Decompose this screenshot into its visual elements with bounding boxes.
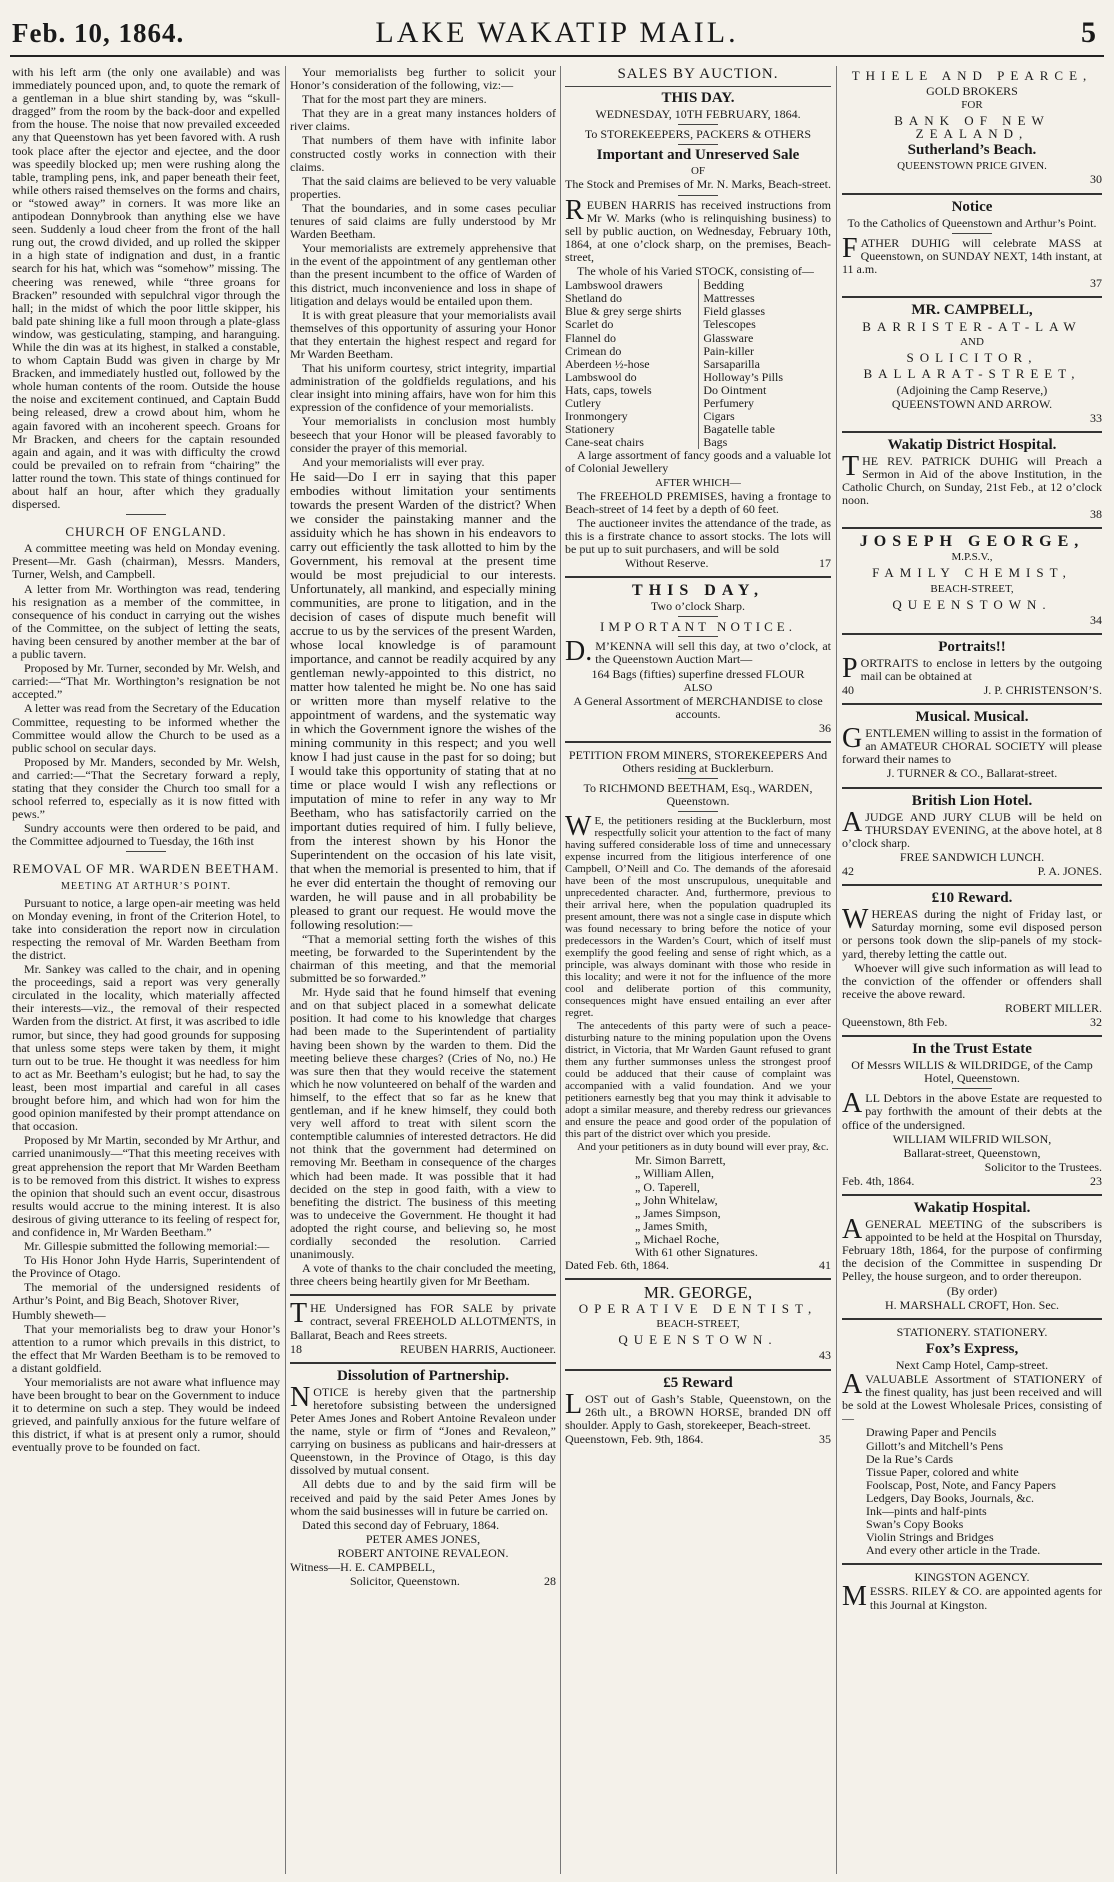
ad-heading: THIS DAY, — [632, 582, 764, 600]
ad-heading: Musical. Musical. — [915, 709, 1029, 726]
petition-text: And your petitioners as in duty bound will ever pray, &c. — [577, 1141, 829, 1154]
article-paragraph: Mr. Sankey was called to the chair, and in opening the proceedings, said a report was very generally circulated in the locality, which materially affected their interests—viz., the removal of their respected Warden from the district. At first, it was ascribed to idle rumor, but since, they had good grounds for supposing that unless some steps were taken by them, it might turn out to be true. He thought it was needless for him to act as Mr. Beetham’s eulogist; but he had, to say the least, been most impartial and careful in all cases brought before him, and which had won for him the good opinion manifested by their prompt attendance on that occasion. — [12, 962, 280, 1134]
ad-text: WHEREAS during the night of Friday last, or Saturday morning, some evil disposed person or persons took down the slip-panels of my stock-yard, thereby letting the cattle out. — [842, 904, 1102, 961]
ad-divider — [842, 296, 1102, 298]
ad-text: BALLARAT-STREET, — [863, 366, 1081, 382]
ad-heading: PETITION FROM MINERS, STOREKEEPERS And Others residing at Bucklerburn. — [568, 747, 828, 776]
ad-footer — [565, 557, 831, 570]
ad-divider — [842, 431, 1102, 433]
ad-text: QUEENSTOWN. — [892, 596, 1052, 612]
ad-heading: Dissolution of Partnership. — [336, 1367, 510, 1384]
ad-divider — [842, 193, 1102, 195]
stock-item: Crimean do — [565, 343, 622, 358]
ad-divider — [842, 884, 1102, 886]
stock-item: Bags — [703, 435, 728, 450]
divider — [678, 811, 718, 812]
divider — [678, 778, 718, 779]
petition-text: WE, the petitioners residing at the Bucklerburn, most respectfully solicit your attention to the fact of many having suffered considerable loss of time and unnecessary expense incurred from the litigious interference of one Campbell, O’Neill and Co. The demands of the aforesaid have been of the most unscrupulous, unequitable and unprecedented character. And, furthermore, previous to their arrival here, when the population quadrupled its present amount, there was not a single case in dispute which was found necessary to bring before the notice of your predecessors in the Warden’s Court, which of itself must exemplify the good feeling and sense of right which, as a principle, was always dominant with those who reside in this locality; and were it not for the influence of the more cool and deliberate portion of this community, consequences might have ensued entailing an ever after regret. — [565, 811, 831, 1020]
ad-text: BARRISTER-AT-LAW — [862, 319, 1082, 335]
ad-text: The whole of his Varied STOCK, consisting of— — [577, 264, 814, 279]
stock-item: Glassware — [703, 330, 754, 345]
article-subheading: MEETING AT ARTHUR’S POINT. — [60, 880, 232, 892]
ad-date: Queenstown, 8th Feb. — [842, 1014, 948, 1029]
ad-text: FOR — [961, 99, 983, 112]
divider — [678, 124, 718, 125]
stock-item: Holloway’s Pills — [703, 369, 784, 384]
signer-list — [565, 1154, 831, 1259]
ad-text: BANK OF NEW ZEALAND, — [894, 113, 1050, 142]
ad-heading: Notice — [951, 198, 993, 215]
ad-text: QUEENSTOWN AND ARROW. — [891, 396, 1053, 411]
ad-text: All debts due to and by the said firm will be received and paid by the said Peter Ames Jones by whom the said businesses will in future be carried on. — [290, 1477, 556, 1518]
ad-divider — [842, 1318, 1102, 1320]
ad-number: 42 — [842, 864, 854, 879]
ad-heading: Portraits!! — [938, 638, 1006, 655]
stock-item: Cane-seat chairs — [565, 435, 644, 450]
article-paragraph: with his left arm (the only one available) and was immediately pounced upon, and, to quote the remark of a gentleman in a blue shirt standing by, was “skull-dragged” from the room by the back-door and expelled from the house. The noise that now prevailed exceeded any that Queenstown has yet been favored with. A rush took place after the ejector and ejectee, and the door was speedily blocked up; men were rushing along the table, trampling pens, ink, and paper beneath their feet, while others raised themselves on the forms and chairs, or “stowed away” in corners. It was more like an antipodean Donnybrook than anything else we have seen. Suddenly a loud cheer from the front of the hall rung out, the crowd divided, and up rolled the skipper in a high state of indignation and dust, in a frantic search for his hat, which was “somehow” missing. The cheering was renewed, while “three groans for Bracken” resounded with sepulchral vigor through the hall; in the midst of which the poor little skipper, his bald pate shining like a full moon through a plate-glass window, was gesticulating, stamping, and haranguing. While the din was at its highest, in stalked a constable, to whom Captain Budd was given in charge by Mr Bracken, and immediately hustled out, followed by the whole human contents of the room. Outside the house the noise and excitement continued, and Captain Budd being released, drew a crowd about him, whom he again favored with an incoherent speech. Groans for Mr Bracken, and cheers for the captain resounded again and again, and it was with difficulty the crowd could be prevailed on to refrain from “chairing” the latter round the town. This state of things continued for about half an hour, after which they gradually dispersed. — [12, 66, 280, 512]
ad-text: OPERATIVE DENTIST, — [578, 1301, 818, 1317]
signer: „ Michael Roche, — [635, 1231, 720, 1246]
divider — [952, 233, 992, 234]
signer: „ O. Taperell, — [635, 1179, 700, 1194]
ad-heading: MR. CAMPBELL, — [911, 302, 1033, 319]
article-paragraph: The memorial of the undersigned residents of Arthur’s Point, and Big Beach, Shotover River, — [12, 1280, 280, 1308]
ad-signature: WILLIAM WILFRID WILSON, — [892, 1131, 1052, 1146]
ad-signature: ROBERT MILLER. — [1004, 1000, 1102, 1015]
ad-text: REUBEN HARRIS has received instructions from Mr W. Marks (who is relinquishing business) to sell by public auction, on Wednesday, February 10th, 1864, at one o’clock sharp, on the premises, Beach-street, — [565, 194, 831, 264]
ad-heading: STATIONERY. STATIONERY. — [896, 1324, 1048, 1339]
stock-item: Field glasses — [703, 304, 765, 319]
ad-number: 30 — [1090, 172, 1102, 187]
divider — [678, 636, 718, 637]
petition-text: The antecedents of this party were of such a peace-disturbing nature to the mining population upon the Ovens district, in Victoria, that Mr Warden Gaunt refused to grant them any further summonses unless the strongest proof could be adduced that their cause of complaint was accompanied with a valid foundation. And we your petitioners earnestly beg that you may think it advisable to adopt a similar measure, and thereby redress our grievances and ensure the peace and good order of the population of this part of the district over which you preside. — [565, 1020, 831, 1141]
ad-text: Next Camp Hotel, Camp-street. — [895, 1357, 1049, 1372]
newspaper-title: LAKE WAKATIP MAIL. — [375, 16, 739, 49]
ad-divider — [565, 1278, 831, 1280]
ad-divider — [290, 1294, 556, 1296]
ad-footer — [290, 1343, 556, 1356]
column-3 — [565, 66, 831, 1874]
ad-text: The auctioneer invites the attendance of the trade, as this is a firstrate chance to assort stocks. The lots will be put up to suit purchasers, and will be sold — [565, 515, 831, 556]
article-paragraph: Sundry accounts were then ordered to be paid, and the Committee adjourned to Tuesday, the 16th inst — [12, 821, 280, 849]
masthead-rule — [10, 55, 1104, 57]
ad-signature: P. A. JONES. — [1037, 864, 1102, 879]
ad-divider — [565, 741, 831, 743]
stationery-item: Swan’s Copy Books — [866, 1517, 964, 1532]
ad-text: ALL Debtors in the above Estate are requested to pay forthwith the amount of their debts at the office of the undersigned. — [842, 1088, 1102, 1132]
ad-text: Whoever will give such information as will lead to the conviction of the offender or offenders shall receive the above reward. — [842, 960, 1102, 1001]
memorial-paragraph: That they are in a great many instances holders of river claims. — [290, 106, 556, 134]
ad-text: OF — [690, 165, 706, 178]
ad-heading: KINGSTON AGENCY. — [914, 1570, 1030, 1585]
ad-number: 38 — [1090, 507, 1102, 522]
ad-signature: J. TURNER & CO., Ballarat-street. — [886, 766, 1058, 781]
ad-signature: Solicitor to the Trustees. — [984, 1159, 1102, 1174]
signer: „ James Smith, — [635, 1218, 708, 1233]
ad-text: GOLD BROKERS — [926, 84, 1018, 99]
stock-list — [565, 279, 831, 449]
ad-signature: H. MARSHALL CROFT, Hon. Sec. — [884, 1297, 1059, 1312]
memorial-paragraph: Your memorialists are extremely apprehensive that in the event of the appointment of any gentleman other than the present incumbent to the office of Warden of this district, much inconvenience and loss in shape of litigation and delays would be entailed upon them. — [290, 241, 556, 308]
issue-date: Feb. 10, 1864. — [12, 18, 185, 48]
memorial-paragraph: Your memorialists beg further to solicit your Honor’s consideration of the following, viz:— — [290, 66, 556, 93]
ad-text: D.M’KENNA will sell this day, at two o’clock, at the Queenstown Auction Mart— — [565, 636, 831, 668]
ad-number: 35 — [819, 1431, 831, 1446]
memorial-paragraph: That numbers of them have with infinite labor constructed costly works in connection with their claims. — [290, 133, 556, 174]
stock-item: Bedding — [703, 278, 744, 293]
ad-date: Dated Feb. 6th, 1864. — [565, 1258, 669, 1273]
stock-list-left — [565, 279, 693, 449]
ad-divider — [842, 527, 1102, 529]
ad-text: Dated this second day of February, 1864. — [302, 1517, 500, 1532]
stock-item: Scarlet do — [565, 317, 614, 332]
divider — [126, 514, 166, 515]
article-paragraph: A vote of thanks to the chair concluded the meeting, three cheers being heartily given for Mr Beetham. — [290, 1261, 556, 1289]
ad-text: QUEENSTOWN. — [618, 1332, 778, 1348]
memorial-paragraph: It is with great pleasure that your memorialists avail themselves of this opportunity of assuring your Honor that they entertain the highest respect and regard for Mr Warden Beetham. — [290, 307, 556, 361]
divider — [678, 616, 718, 617]
column-2 — [290, 66, 556, 1874]
article-paragraph: “That a memorial setting forth the wishes of this meeting, be forwarded to the Superintendent by the chairman of this meeting, and that the memorial submitted be so forwarded.” — [290, 931, 556, 986]
ad-divider — [290, 1362, 556, 1364]
ad-heading: British Lion Hotel. — [911, 792, 1033, 809]
ad-footer — [842, 1175, 1102, 1188]
column-1 — [12, 66, 280, 1874]
ad-number: 34 — [1090, 612, 1102, 627]
ad-divider — [842, 633, 1102, 635]
stock-item: Cutlery — [565, 395, 601, 410]
ad-heading: Wakatip District Hospital. — [887, 436, 1057, 453]
ad-text: A General Assortment of MERCHANDISE to close accounts. — [573, 693, 823, 721]
ad-text: FAMILY CHEMIST, — [872, 565, 1072, 581]
ad-text: AVALUABLE Assortment of STATIONERY of the finest quality, has just been received and will be sold at the Lowest Wholesale Prices, consisting of— — [842, 1369, 1102, 1426]
ad-heading: JOSEPH GEORGE, — [859, 533, 1085, 551]
ad-number: 23 — [1090, 1173, 1102, 1188]
ad-heading: In the Trust Estate — [912, 1041, 1032, 1058]
article-paragraph: Proposed by Mr Martin, seconded by Mr Arthur, and carried unanimously—“That this meeting receives with great apprehension the report that Mr Warden Beetham is to be removed from this district. It wishes to express the opinion that should such an event occur, disastrous results would accrue to the mining interest. It is also desirous of giving utterance to its feeling of respect for, and confidence in, Mr Warden Beetham.” — [12, 1133, 280, 1239]
stationery-item: Ink—pints and half-pints — [866, 1503, 987, 1518]
memorial-paragraph: And your memorialists will ever pray. — [302, 454, 485, 469]
stock-item: Ironmongery — [565, 409, 628, 424]
divider — [678, 195, 718, 196]
ad-heading: £5 Reward — [663, 1374, 733, 1391]
section-heading: SALES BY AUCTION. — [617, 66, 779, 82]
ad-number: 33 — [1090, 410, 1102, 425]
article-paragraph: A letter from Mr. Worthington was read, tendering his resignation as a member of the committee, in consequence of his conduct in carrying out the wishes of the Committee, on the subject of letting the seats, having been censured by another member at the bar of a public tavern. — [12, 581, 280, 662]
ad-number: 41 — [819, 1258, 831, 1273]
ad-number: 17 — [819, 556, 831, 570]
ad-text: PORTRAITS to enclose in letters by the outgoing mail can be obtained at — [842, 652, 1102, 684]
article-paragraph: To His Honor John Hyde Harris, Superintendent of the Province of Otago. — [12, 1253, 280, 1281]
stock-item: Aberdeen ½-hose — [565, 356, 650, 371]
divider — [952, 1088, 992, 1089]
stock-item: Telescopes — [703, 317, 756, 332]
signer: „ James Simpson, — [635, 1205, 721, 1220]
column-divider — [836, 66, 837, 1874]
stock-item: Lambswool do — [565, 369, 637, 384]
article-paragraph: Proposed by Mr. Manders, seconded by Mr. Welsh, and carried:—“That the Secretary forward a reply, stating that they consider the Church too small for a school referred to, especially as it is now fitted with pews.” — [12, 754, 280, 822]
ad-divider — [565, 1369, 831, 1371]
ad-number: 36 — [819, 720, 831, 735]
ad-text: QUEENSTOWN PRICE GIVEN. — [897, 160, 1047, 173]
ad-heading: Important and Unreserved Sale — [596, 147, 800, 164]
article-paragraph: Proposed by Mr. Turner, seconded by Mr. Welsh, and carried:—“That Mr. Worthington’s resignation be not accepted.” — [12, 661, 280, 702]
ad-footer — [842, 684, 1102, 697]
ad-text: (By order) — [946, 1283, 998, 1298]
stock-item: Mattresses — [703, 291, 755, 306]
memorial-paragraph: That the said claims are believed to be very valuable properties. — [290, 173, 556, 201]
ad-text: The FREEHOLD PREMISES, having a frontage to Beach-street of 14 feet by a depth of 60 feet. — [565, 488, 831, 516]
stationery-item: Gillott’s and Mitchell’s Pens — [866, 1438, 1003, 1453]
ad-signature: REUBEN HARRIS, Auctioneer. — [400, 1341, 556, 1356]
masthead — [0, 0, 1114, 56]
page-number: 5 — [1081, 16, 1096, 49]
stock-item: Blue & grey serge shirts — [565, 304, 682, 319]
divider — [126, 851, 166, 852]
ad-date: Feb. 4th, 1864. — [842, 1173, 915, 1188]
ad-witness: Witness—H. E. CAMPBELL, — [290, 1560, 436, 1575]
ad-footer — [290, 1575, 556, 1588]
ad-number: 40 — [842, 683, 854, 697]
article-paragraph: Mr. Hyde said that he found himself that evening and on that subject placed in a somewhat delicate position. It had come to his knowledge that charges had been made to the Superintendent of partiality having been shown by the warden to them. Did the meeting believe these charges? (Cries of No, no.) He was sure then that they would receive the statement which he now volunteered on behalf of the warden and himself, to the effect that so far as he knew that gentleman, and if he knew himself, they could both very well afford to treat with silent scorn the contemptible calumnies of interested detractors. He did not think that the government had determined on removing Mr. Beetham in consequence of the charges which had been made. It was possible that it had decided on the step in good faith, with a view to benefiting the district. The business of this meeting was to undeceive the Government. He thought it had adopted the right course, and believing so, he most cordially seconded the resolution. Carried unanimously. — [290, 985, 556, 1262]
stationery-item: Violin Strings and Bridges — [866, 1530, 994, 1545]
ad-heading: Wakatip Hospital. — [913, 1200, 1031, 1216]
ad-text: AGENERAL MEETING of the subscribers is appointed to be held at the Hospital on Thursday, February 18th, 1864, for the purpose of confirming the decision of the Committee in suspending Dr Pelley, the house surgeon, and to order thereupon. — [842, 1214, 1102, 1284]
ad-text: To the Catholics of Queenstown and Arthur’s Point. — [847, 215, 1097, 230]
ad-text: FREE SANDWICH LUNCH. — [899, 849, 1045, 864]
ad-heading: Sutherland’s Beach. — [907, 142, 1037, 159]
stock-item: Shetland do — [565, 291, 622, 306]
ad-text: Without Reserve. — [625, 556, 709, 570]
ad-number: 18 — [290, 1341, 302, 1356]
memorial-paragraph: That the boundaries, and in some cases peculiar tenures of said claims are fully understood by Mr Warden Beetham. — [290, 200, 556, 242]
article-paragraph: Mr. Gillespie submitted the following memorial:— — [24, 1239, 270, 1254]
ad-text: (Adjoining the Camp Reserve,) — [896, 382, 1048, 397]
stock-item: Pain-killer — [703, 343, 754, 358]
stationery-item: Drawing Paper and Pencils — [866, 1425, 997, 1440]
ad-text: BEACH-STREET, — [930, 582, 1014, 595]
ad-number: 43 — [819, 1348, 831, 1363]
ad-footer — [565, 1259, 831, 1272]
signer-others: With 61 other Signatures. — [635, 1244, 758, 1259]
stock-item: Lambswool drawers — [565, 278, 663, 293]
stationery-item: De la Rue’s Cards — [866, 1451, 953, 1466]
ad-date: WEDNESDAY, 10TH FEBRUARY, 1864. — [595, 107, 801, 122]
memorial-paragraph: That for the most part they are miners. — [302, 92, 487, 107]
ad-text: MESSRS. RILEY & CO. are appointed agents for this Journal at Kingston. — [842, 1581, 1102, 1613]
column-divider — [560, 66, 561, 1874]
ad-witness-title: Solicitor, Queenstown. — [350, 1574, 460, 1589]
ad-text: ALSO — [683, 681, 713, 694]
ad-text: BEACH-STREET, — [656, 1318, 740, 1331]
ad-text: FATHER DUHIG will celebrate MASS at Queenstown, on SUNDAY NEXT, 14th instant, at 11 a.m. — [842, 232, 1102, 276]
ad-heading: £10 Reward. — [931, 890, 1013, 907]
ad-text: A large assortment of fancy goods and a valuable lot of Colonial Jewellery — [565, 448, 831, 476]
stationery-item: Ledgers, Day Books, Journals, &c. — [866, 1490, 1034, 1505]
ad-audience: To STOREKEEPERS, PACKERS & OTHERS — [584, 127, 812, 142]
ad-heading: IMPORTANT NOTICE. — [600, 619, 796, 635]
signer: „ William Allen, — [635, 1166, 714, 1181]
ad-heading: Fox’s Express, — [925, 1340, 1019, 1357]
memorial-paragraph: That his uniform courtesy, strict integrity, impartial administration of the goldfields regulations, and his clear insight into mining affairs, have won for him this expression of the confidence of your memorialists. — [290, 361, 556, 415]
stock-item: Hats, caps, towels — [565, 382, 652, 397]
ad-text: Two o’clock Sharp. — [650, 599, 746, 614]
stock-item: Bagatelle table — [703, 422, 775, 437]
ad-heading: THIS DAY. — [661, 90, 735, 107]
signer: Mr. Simon Barrett, — [635, 1153, 726, 1168]
ad-divider — [565, 576, 831, 578]
ad-date: Queenstown, Feb. 9th, 1864. — [565, 1431, 704, 1446]
stock-list-right — [698, 279, 831, 449]
ad-signature: ROBERT ANTOINE REVALEON. — [337, 1545, 509, 1560]
stock-item: Do Ointment — [703, 382, 767, 397]
ad-footer — [565, 1433, 831, 1446]
ad-signature: Ballarat-street, Queenstown, — [903, 1145, 1041, 1160]
stock-item: Sarsaparilla — [703, 356, 760, 371]
ad-number: 28 — [544, 1574, 556, 1589]
ad-text: LOST out of Gash’s Stable, Queenstown, on the 26th ult., a BROWN HORSE, branded DN off shoulder. Apply to Gash, storekeeper, Beach-street. — [565, 1388, 831, 1432]
stock-item: Cigars — [703, 409, 735, 424]
article-paragraph: A committee meeting was held on Monday evening. Present—Mr. Gash (chairman), Messrs. Manders, Turner, Welsh, and Campbell. — [12, 541, 280, 582]
article-paragraph: Pursuant to notice, a large open-air meeting was held on Monday evening, in front of the Criterion Hotel, to take into consideration the report now in circulation respecting the removal of Mr. Warden Beetham from the district. — [12, 895, 280, 962]
stationery-item: Tissue Paper, colored and white — [866, 1464, 1019, 1479]
column-divider — [285, 66, 286, 1874]
article-paragraph: Your memorialists are not aware what influence may have been brought to bear on the Government to induce it to determine on such a step. They would be indeed grieved, and painfully anxious for the future welfare of this district, if what is at present only a rumor, should eventually prove to be founded on fact. — [12, 1375, 280, 1455]
stationery-item: And every other article in the Trade. — [866, 1543, 1041, 1558]
article-paragraph: That your memorialists beg to draw your Honor’s attention to a rumor which prevails in this district, to the effect that Mr Warden Beetham is to be removed to a distant goldfield. — [12, 1321, 280, 1375]
stock-item: Perfumery — [703, 395, 754, 410]
ad-text: GENTLEMEN willing to assist in the formation of an AMATEUR CHORAL SOCIETY will please forward their names to — [842, 723, 1102, 767]
ad-text: AFTER WHICH— — [655, 476, 741, 489]
column-4 — [842, 66, 1102, 1874]
memorial-paragraph: Your memorialists in conclusion most humbly beseech that your Honor will be pleased favorably to consider the prayer of this memorial. — [290, 414, 556, 455]
ad-text: THE Undersigned has FOR SALE by private contract, several FREEHOLD ALLOTMENTS, in Ballarat, Beach and Rees streets. — [290, 1298, 556, 1342]
article-paragraph: Humbly sheweth— — [12, 1307, 106, 1322]
ad-text: NOTICE is hereby given that the partnership heretofore subsisting between the undersigned Peter Ames Jones and Robert Antoine Revaleon under the name, style or firm of “Jones and Revaleon,” carrying on business as publicans and hair-dressers at Queenstown, in the Province of Otago, is this day dissolved by mutual consent. — [290, 1381, 556, 1478]
ad-text: AND — [960, 336, 984, 349]
ad-signature: J. P. CHRISTENSON’S. — [983, 683, 1102, 697]
stationery-list — [842, 1426, 1102, 1557]
ad-heading: THIELE AND PEARCE, — [851, 68, 1093, 83]
ad-footer — [842, 865, 1102, 878]
ad-divider — [842, 1194, 1102, 1196]
ad-text: M.P.S.V., — [951, 551, 993, 564]
ad-text: Of Messrs WILLIS & WILDRIDGE, of the Camp Hotel, Queenstown. — [851, 1058, 1093, 1086]
stock-item: Stationery — [565, 422, 615, 437]
ad-text: AJUDGE AND JURY CLUB will be held on THURSDAY EVENING, at the above hotel, at 8 o’clock sharp. — [842, 806, 1102, 850]
article-heading: REMOVAL OF MR. WARDEN BEETHAM. — [12, 861, 280, 877]
ad-divider — [842, 703, 1102, 705]
ad-divider — [842, 1563, 1102, 1565]
divider — [565, 86, 831, 87]
divider — [678, 144, 718, 145]
ad-heading: MR. GEORGE, — [643, 1283, 753, 1303]
ad-number: 37 — [1090, 276, 1102, 291]
ad-text: SOLICITOR, — [906, 350, 1038, 366]
article-paragraph: He said—Do I err in saying that this paper embodies without limitation your sentiments towards the present Warden of the district? When we consider the painstaking manner and the assiduity which he has shown in his endeavors to carry out efficiently the task allotted to him by the Government, his removal at the present time would be most prejudicial to our interests. Unfortunately, all mankind, and especially mining communities, are prone to litigation, and in the decision of cases of dispute much benefit will accrue to us by the services of the present Warden, whose local knowledge is of paramount importance, and cannot be readily acquired by any gentleman newly-appointed to this district, no matter how talented he might be. No one has said or written more than myself relative to the appointment of wardens, and the systematic way in which the Government ignore the wishes of the mining community in this respect; and you well know I had just cause in the past for so doing; but I would take this opportunity of stating that at no time or place would I wish any reflections or imputation of mine to refer in any way to Mr Beetham, who has satisfactorily carried on the important duties required of him. I fully believe, from the interest shown by his Honor the Superintendent on the occasion of his late visit, that when the memorial is presented to him, that if he ever did entertain the thought of removing our warden, he will pause and in all probability be pleased to grant our request. He would move the following resolution:— — [290, 468, 556, 932]
ad-number: 32 — [1090, 1014, 1102, 1029]
ad-divider — [842, 1035, 1102, 1037]
ad-divider — [842, 787, 1102, 789]
ad-text: To RICHMOND BEETHAM, Esq., WARDEN, Queenstown. — [583, 781, 813, 809]
ad-text: THE REV. PATRICK DUHIG will Preach a Sermon in Aid of the above Institution, in the Catholic Church, on Sunday, 21st Feb., at 12 o’clock noon. — [842, 450, 1102, 508]
article-paragraph: A letter was read from the Secretary of the Education Committee, requesting to be informed whether the Committee would allow the Church to be used as a public school on secular days. — [12, 701, 280, 755]
ad-text: The Stock and Premises of Mr. N. Marks, Beach-street. — [565, 177, 831, 192]
stationery-item: Foolscap, Post, Note, and Fancy Papers — [866, 1477, 1056, 1492]
ad-signature: PETER AMES JONES, — [365, 1531, 481, 1546]
article-heading: CHURCH OF ENGLAND. — [65, 524, 227, 540]
signer: „ John Whitelaw, — [635, 1192, 718, 1207]
ad-text: 164 Bags (fifties) superfine dressed FLOUR — [591, 666, 805, 681]
stock-item: Flannel do — [565, 330, 616, 345]
ad-footer — [842, 1016, 1102, 1029]
